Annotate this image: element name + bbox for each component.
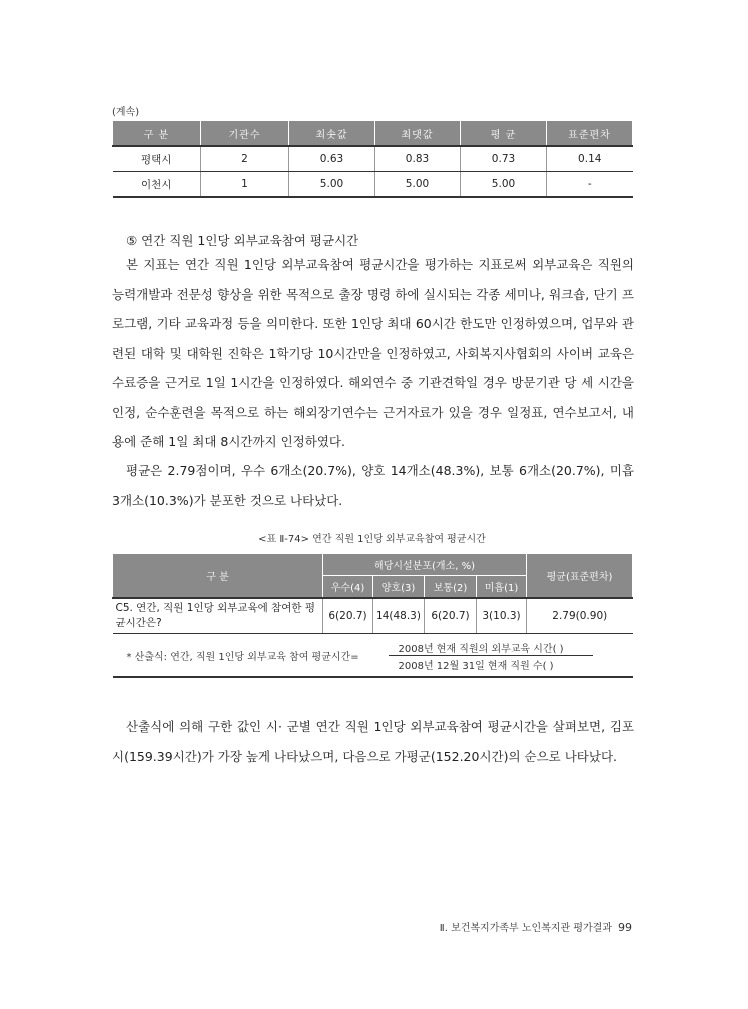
section-heading: ⑤ 연간 직원 1인당 외부교육참여 평균시간 <box>126 233 359 248</box>
table-cell: 평택시 <box>113 146 201 172</box>
table-cell: 3(10.3) <box>477 598 527 634</box>
distribution-table <box>112 553 633 678</box>
result-paragraph: 산출식에 의해 구한 값인 시· 군별 연간 직원 1인당 외부교육참여 평균시간을 살펴보면, 김포시(159.39시간)가 가장 높게 나타났으며, 다음으로 가평군(152.20시간)의 순으로 나타났다. <box>112 719 634 764</box>
table-cell: 이천시 <box>113 172 201 198</box>
fraction-line <box>389 655 593 656</box>
column-header: 구 분 <box>113 121 201 147</box>
table-header-row <box>113 121 633 147</box>
formula-cell <box>113 634 633 678</box>
column-header: 최솟값 <box>289 121 375 147</box>
table-cell: 2.79(0.90) <box>527 598 633 634</box>
table-cell: 0.14 <box>547 146 633 172</box>
table-caption: <표 Ⅱ-74> 연간 직원 1인당 외부교육참여 평균시간 <box>258 534 486 545</box>
column-header: 표준편차 <box>547 121 633 147</box>
table-header-row <box>113 554 633 576</box>
table-cell: 5.00 <box>461 172 547 198</box>
column-header-group: 해당시설분포(개소, %) <box>323 554 527 576</box>
table-cell: 2 <box>201 146 289 172</box>
summary-table <box>112 120 633 198</box>
table-cell: 6(20.7) <box>425 598 477 634</box>
table-cell: - <box>547 172 633 198</box>
formula-numerator: 2008년 현재 직원의 외부교육 시간( ) <box>398 644 564 655</box>
column-header: 최댓값 <box>375 121 461 147</box>
table-cell: 0.63 <box>289 146 375 172</box>
column-header-category: 구 분 <box>113 554 323 599</box>
page-number: 99 <box>618 921 632 934</box>
table-cell: 5.00 <box>289 172 375 198</box>
column-header: 기관수 <box>201 121 289 147</box>
table-row <box>113 598 633 634</box>
summary-paragraph: 평균은 2.79점이며, 우수 6개소(20.7%), 양호 14개소(48.3%), 보통 6개소(20.7%), 미흡 3개소(10.3%)가 분포한 것으로 나타났다. <box>112 463 634 508</box>
table-cell: 6(20.7) <box>323 598 373 634</box>
column-subheader: 양호(3) <box>373 576 425 599</box>
table-cell: 0.73 <box>461 146 547 172</box>
body-paragraph: 본 지표는 연간 직원 1인당 외부교육참여 평균시간을 평가하는 지표로써 외부교육은 직원의 능력개발과 전문성 향상을 위한 목적으로 출장 명령 하에 실시되는 각종 세미나, 워크숍, 단기 프로그램, 기타 교육과정 등을 의미한다. 또한 1인당 최대 60시간 한도만 인정하였으며, 업무와 관련된 대학 및 대학원 진학은 1학기당 10시간만을 인정하였고, 사회복지사협회의 사이버 교육은 수료증을 근거로 1일 1시간을 인정하였다. 해외연수 중 기관견학일 경우 방문기관 당 세 시간을 인정, 순수훈련을 목적으로 하는 해외장기연수는 근거자료가 있을 경우 일정표, 연수보고서, 내용에 준해 1일 최대 8시간까지 인정하였다. <box>112 257 634 449</box>
question-cell: C5. 연간, 직원 1인당 외부교육에 참여한 평균시간은? <box>113 598 323 634</box>
formula-denominator: 2008년 12월 31일 현재 직원 수( ) <box>398 661 554 672</box>
formula-row <box>113 634 633 678</box>
table-row <box>113 172 633 198</box>
table-cell: 0.83 <box>375 146 461 172</box>
column-header-mean: 평균(표준편차) <box>527 554 633 599</box>
page-footer <box>440 919 632 934</box>
table-cell: 14(48.3) <box>373 598 425 634</box>
continued-label: (계속) <box>112 107 140 118</box>
table-row <box>113 146 633 172</box>
column-header: 평 균 <box>461 121 547 147</box>
table-cell: 1 <box>201 172 289 198</box>
formula-lhs: * 산출식: 연간, 직원 1인당 외부교육 참여 평균시간= <box>126 652 359 663</box>
column-subheader: 보통(2) <box>425 576 477 599</box>
column-subheader: 미흡(1) <box>477 576 527 599</box>
table-cell: 5.00 <box>375 172 461 198</box>
footer-text: Ⅱ. 보건복지가족부 노인복지관 평가결과 <box>439 923 612 934</box>
column-subheader: 우수(4) <box>323 576 373 599</box>
formula <box>127 640 627 670</box>
